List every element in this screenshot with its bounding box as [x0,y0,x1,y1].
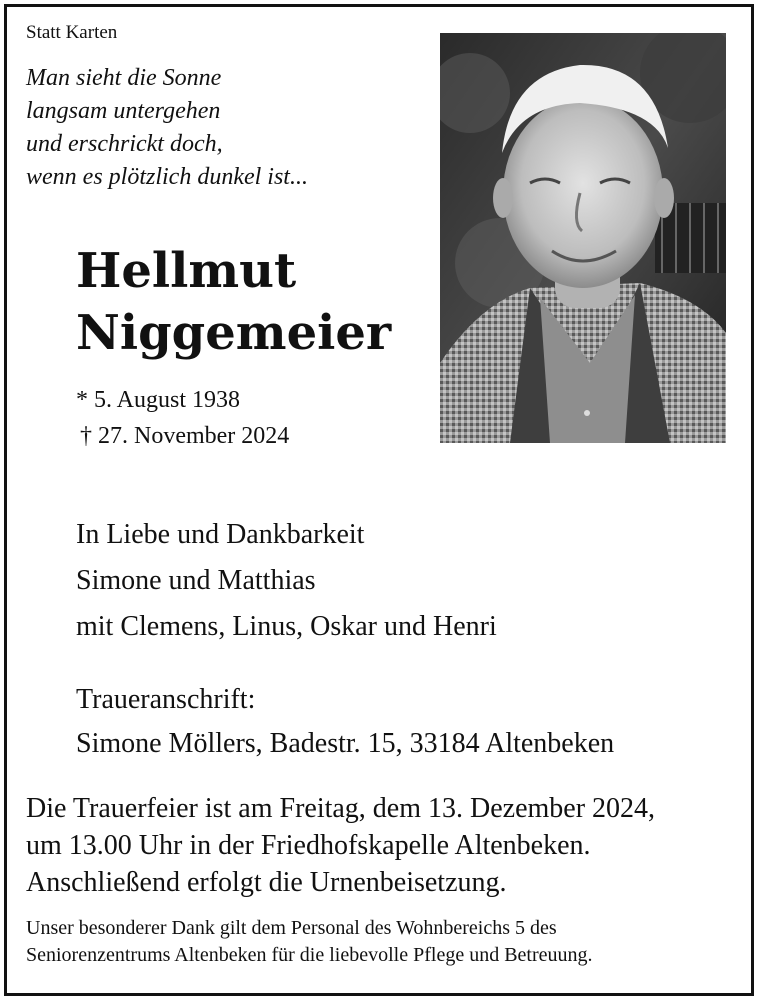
thanks-line: Unser besonderer Dank gilt dem Personal des Wohnbereichs 5 des [26,917,557,939]
family-line: Simone und Matthias [76,565,316,596]
family-signature [76,512,497,650]
funeral-service-info [26,790,655,901]
service-line: Die Trauerfeier ist am Freitag, dem 13. Dezember 2024, [26,793,656,824]
poem-line: wenn es plötzlich dunkel ist... [26,164,308,190]
poem-line: langsam untergehen [26,98,221,124]
first-name: Hellmut [76,243,297,299]
thanks-line: Seniorenzentrums Altenbeken für die liebevolle Pflege und Betreuung. [26,944,593,966]
birth-date: * 5. August 1938 [76,387,241,413]
poem-line: und erschrickt doch, [26,131,223,157]
deceased-name [76,240,391,364]
last-name: Niggemeier [76,305,392,361]
service-line: Anschließend erfolgt die Urnenbeisetzung. [26,867,507,898]
thanks-note [26,915,593,969]
death-date: † 27. November 2024 [80,423,290,449]
poem [26,62,308,194]
family-line: mit Clemens, Linus, Oskar und Henri [76,611,497,642]
mourning-address [76,678,614,766]
portrait-image [440,33,726,443]
life-dates [76,382,289,454]
header-label: Statt Karten [26,22,118,43]
poem-line: Man sieht die Sonne [26,65,222,91]
family-line: In Liebe und Dankbarkeit [76,519,365,550]
portrait-photo [440,33,726,443]
address-label: Traueranschrift: [76,684,256,715]
address-value: Simone Möllers, Badestr. 15, 33184 Altenbeken [76,728,615,759]
service-line: um 13.00 Uhr in der Friedhofskapelle Altenbeken. [26,830,591,861]
